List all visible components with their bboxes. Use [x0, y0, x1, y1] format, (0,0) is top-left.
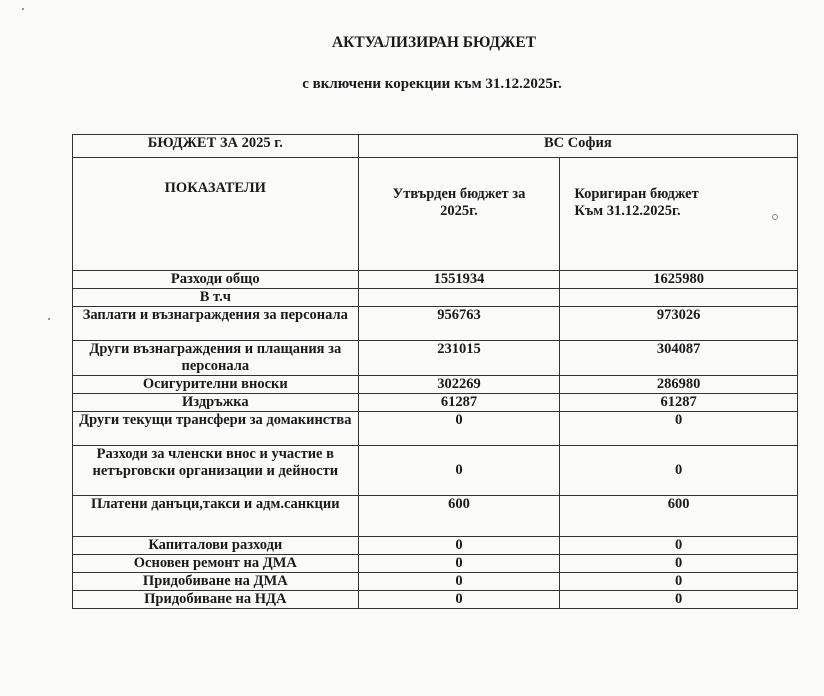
table-header-row-columns	[73, 158, 798, 271]
row-label: Разходи общо	[73, 271, 359, 289]
table-header-row-top	[73, 135, 798, 158]
row-label: Придобиване на НДА	[73, 591, 359, 609]
row-corrected: 304087	[560, 341, 798, 376]
row-corrected: 0	[560, 412, 798, 446]
row-approved: 61287	[358, 394, 560, 412]
row-approved: 231015	[358, 341, 560, 376]
scan-speck	[22, 8, 24, 10]
header-indicators: ПОКАЗАТЕЛИ	[73, 158, 359, 271]
header-budget-year: БЮДЖЕТ ЗА 2025 г.	[73, 135, 359, 158]
row-label: Други текущи трансфери за домакинства	[73, 412, 359, 446]
row-corrected: 0	[560, 446, 798, 496]
row-label: Разходи за членски внос и участие в нетърговски организации и дейности	[73, 446, 359, 496]
row-corrected: 1625980	[560, 271, 798, 289]
row-approved: 0	[358, 573, 560, 591]
row-corrected: 61287	[560, 394, 798, 412]
row-corrected	[560, 289, 798, 307]
table-row	[73, 376, 798, 394]
row-approved: 600	[358, 496, 560, 537]
table-row	[73, 341, 798, 376]
row-approved: 0	[358, 537, 560, 555]
row-approved: 0	[358, 446, 560, 496]
header-approved-line1: Утвърден бюджет за	[392, 186, 526, 202]
row-label: Капиталови разходи	[73, 537, 359, 555]
table-row	[73, 446, 798, 496]
table-row	[73, 271, 798, 289]
document-subtitle: с включени корекции към 31.12.2025г.	[302, 76, 562, 92]
table-row	[73, 537, 798, 555]
table-row	[73, 289, 798, 307]
row-label: Заплати и възнаграждения за персонала	[73, 307, 359, 341]
row-label: Придобиване на ДМА	[73, 573, 359, 591]
row-corrected: 0	[560, 591, 798, 609]
row-label: Издръжка	[73, 394, 359, 412]
table-row	[73, 412, 798, 446]
table-row	[73, 394, 798, 412]
row-approved: 956763	[358, 307, 560, 341]
table-row	[73, 307, 798, 341]
header-corrected-line2: Към 31.12.2025г.	[574, 203, 681, 219]
scan-speck	[772, 214, 778, 220]
table-row	[73, 573, 798, 591]
row-corrected: 973026	[560, 307, 798, 341]
row-approved: 0	[358, 555, 560, 573]
header-approved-line2: 2025г.	[440, 203, 478, 219]
row-approved: 0	[358, 412, 560, 446]
table-row	[73, 496, 798, 537]
header-organization: ВС София	[358, 135, 797, 158]
row-approved: 0	[358, 591, 560, 609]
header-corrected-line1: Коригиран бюджет	[574, 186, 699, 202]
row-approved: 302269	[358, 376, 560, 394]
header-corrected-budget	[560, 158, 798, 271]
row-label: В т.ч	[73, 289, 359, 307]
row-label: Други възнаграждения и плащания за персонала	[73, 341, 359, 376]
row-corrected: 286980	[560, 376, 798, 394]
row-label: Платени данъци,такси и адм.санкции	[73, 496, 359, 537]
header-approved-budget	[358, 158, 560, 271]
row-label: Основен ремонт на ДМА	[73, 555, 359, 573]
row-corrected: 0	[560, 537, 798, 555]
row-corrected: 600	[560, 496, 798, 537]
row-corrected: 0	[560, 555, 798, 573]
row-approved	[358, 289, 560, 307]
table-row	[73, 555, 798, 573]
document-title: АКТУАЛИЗИРАН БЮДЖЕТ	[331, 34, 537, 51]
row-approved: 1551934	[358, 271, 560, 289]
row-corrected: 0	[560, 573, 798, 591]
budget-table	[72, 134, 798, 609]
row-label: Осигурителни вноски	[73, 376, 359, 394]
scan-speck	[48, 318, 50, 320]
table-row	[73, 591, 798, 609]
